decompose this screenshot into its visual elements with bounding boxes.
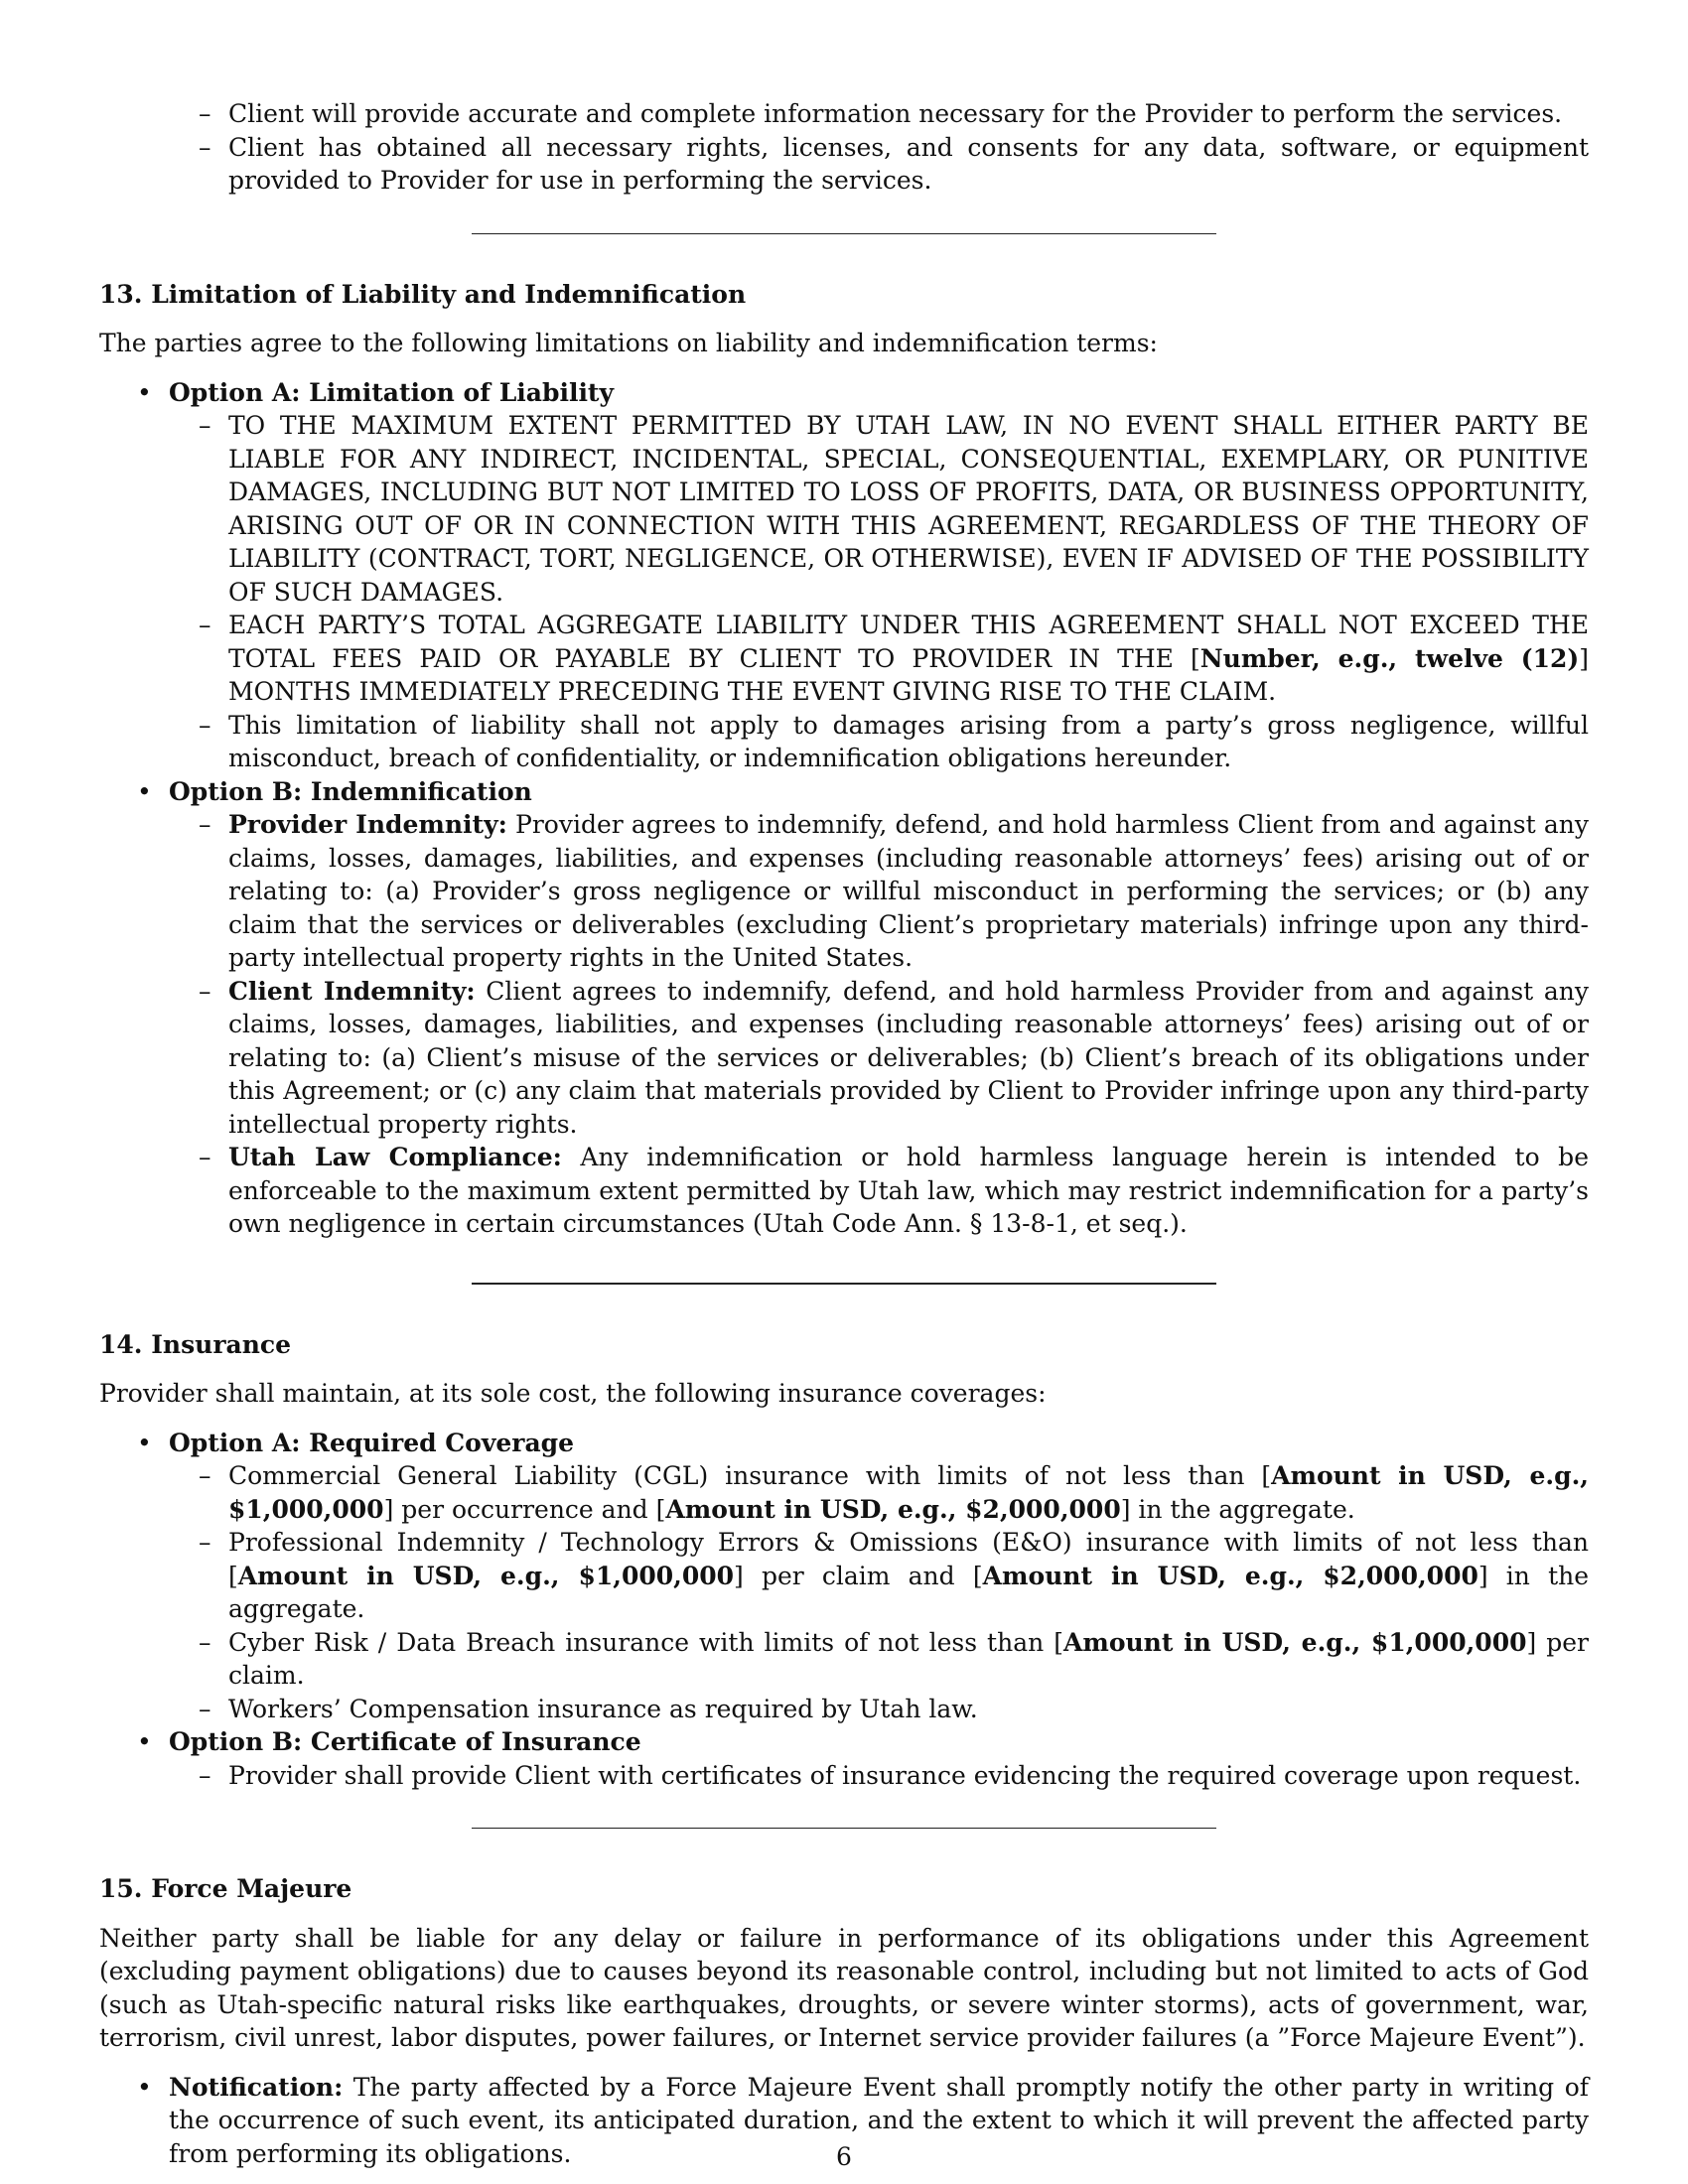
placeholder-number: Number, e.g., twelve (12) bbox=[1199, 643, 1580, 673]
text-run: Commercial General Liability (CGL) insurance with limits of not less than [ bbox=[228, 1461, 1272, 1490]
option-a-items bbox=[99, 1459, 1589, 1725]
list-item bbox=[99, 1626, 1589, 1693]
list-item: – TO THE MAXIMUM EXTENT PERMITTED BY UTAH LAW, IN NO EVENT SHALL EITHER PARTY BE LIABLE FOR ANY INDIRECT, INCIDENTAL, SPECIAL, CONSEQUENTIAL, EXEMPLARY, OR PUNITIVE DAMAGES, INCLUDING BUT NOT LIMITED TO LOSS OF PROFITS, DATA, OR BUSINESS OPPORTUNITY, ARISING OUT OF OR IN CONNECTION WITH THIS AGREEMENT, REGARDLESS OF THE THEORY OF LIABILITY (CONTRACT, TORT, NEGLIGENCE, OR OTHERWISE), EVEN IF ADVISED OF THE POSSIBILITY OF SUCH DAMAGES. bbox=[99, 409, 1589, 609]
placeholder-amount: Amount in USD, e.g., $1,000,000 bbox=[237, 1561, 735, 1590]
placeholder-amount: Amount in USD, e.g., $1,000,000 bbox=[228, 1461, 1589, 1524]
option-a-items bbox=[99, 409, 1589, 775]
text-run: ] MONTHS IMMEDIATELY PRECEDING THE EVENT GIVING RISE TO THE CLAIM. bbox=[228, 643, 1590, 706]
placeholder-amount: Amount in USD, e.g., $2,000,000 bbox=[665, 1494, 1121, 1524]
section-13-heading: 13. Limitation of Liability and Indemnification bbox=[99, 279, 747, 309]
text-run: ] in the aggregate. bbox=[1120, 1494, 1355, 1524]
text-run: ] per occurrence and [ bbox=[383, 1494, 666, 1524]
item-label: Utah Law Compliance: bbox=[228, 1143, 562, 1171]
section-15-intro: Neither party shall be liable for any delay or failure in performance of its obligations under this Agreement (excluding payment obligations) due to causes beyond its reasonable control, including but not limited to acts of God (such as Utah-specific natural risks like earthquakes, droughts, or severe winter storms), acts of government, war, terrorism, civil unrest, labor disputes, power failures, or Internet service provider failures (a ”Force Majeure Event”). bbox=[99, 1923, 1589, 2052]
section-14-intro: Provider shall maintain, at its sole cost, the following insurance coverages: bbox=[99, 1379, 1047, 1408]
text-run: EACH PARTY’S TOTAL AGGREGATE LIABILITY UNDER THIS AGREEMENT SHALL NOT EXCEED THE TOTAL FEES PAID OR PAYABLE BY CLIENT TO PROVIDER IN THE [ bbox=[228, 611, 1589, 673]
item-label: Notification: bbox=[169, 2072, 344, 2102]
text-run: The party affected by a Force Majeure Event shall promptly notify the other party in writing of the occurrence of such event, its anticipated duration, and the extent to which it will prevent the affected party from performing its obligations. bbox=[169, 2072, 1589, 2168]
section-13-options bbox=[99, 376, 1589, 1241]
option-b-certificate bbox=[99, 1725, 1589, 1792]
text-run: ] per claim and [ bbox=[734, 1561, 983, 1590]
option-b-items bbox=[99, 1759, 1589, 1793]
section-14-heading: 14. Insurance bbox=[99, 1329, 291, 1359]
list-item bbox=[99, 975, 1589, 1142]
list-item: – Client will provide accurate and complete information necessary for the Provider to perform the services. bbox=[99, 97, 1589, 131]
list-item bbox=[99, 1526, 1589, 1626]
section-15-heading: 15. Force Majeure bbox=[99, 1874, 352, 1903]
option-title: • Option A: Limitation of Liability bbox=[99, 376, 1589, 410]
item-label: Provider Indemnity: bbox=[228, 810, 507, 839]
text-run: Professional Indemnity / Technology Errors & Omissions (E&O) insurance with limits of not less than [ bbox=[228, 1528, 1589, 1590]
option-b-indemnification bbox=[99, 775, 1589, 1241]
list-item: – Client has obtained all necessary rights, licenses, and consents for any data, software, or equipment provided to Provider for use in performing the services. bbox=[99, 131, 1589, 198]
placeholder-amount: Amount in USD, e.g., $2,000,000 bbox=[982, 1561, 1478, 1590]
list-item: – This limitation of liability shall not apply to damages arising from a party’s gross negligence, willful misconduct, breach of confidentiality, or indemnification obligations hereunder. bbox=[99, 709, 1589, 775]
list-item: – Provider shall provide Client with certificates of insurance evidencing the required coverage upon request. bbox=[99, 1759, 1589, 1793]
item-label: Client Indemnity: bbox=[228, 976, 476, 1006]
option-title: • Option A: Required Coverage bbox=[99, 1427, 1589, 1460]
text-run: Any indemnification or hold harmless language herein is intended to be enforceable to the maximum extent permitted by Utah law, which may restrict indemnification for a party’s own negligence in certain circumstances (Utah Code Ann. § 13-8-1, et seq.). bbox=[228, 1143, 1589, 1238]
option-a-liability bbox=[99, 376, 1589, 775]
page-number: 6 bbox=[836, 2142, 852, 2171]
option-title: • Option B: Indemnification bbox=[99, 775, 1589, 809]
list-item: – Workers’ Compensation insurance as required by Utah law. bbox=[99, 1693, 1589, 1726]
section-13-intro: The parties agree to the following limitations on liability and indemnification terms: bbox=[99, 329, 1158, 357]
text-run: ] per claim. bbox=[228, 1627, 1589, 1690]
option-b-items bbox=[99, 808, 1589, 1241]
placeholder-amount: Amount in USD, e.g., $1,000,000 bbox=[1062, 1627, 1527, 1657]
list-item bbox=[99, 1141, 1589, 1241]
document-page bbox=[99, 97, 1589, 2170]
text-run: Provider agrees to indemnify, defend, and hold harmless Client from and against any claims, losses, damages, liabilities, and expenses (including reasonable attorneys’ fees) arising out of or relating to: (a) Provider’s gross negligence or willful misconduct in performing the services; or (b) any claim that the services or deliverables (excluding Client’s proprietary materials) infringe upon any third-party intellectual property rights in the United States. bbox=[228, 810, 1589, 972]
list-item bbox=[99, 808, 1589, 975]
text-run: Client agrees to indemnify, defend, and hold harmless Provider from and against any claims, losses, damages, liabilities, and expenses (including reasonable attorneys’ fees) arising out of or relating to: (a) Client’s misuse of the services or deliverables; (b) Client’s breach of its obligations under this Agreement; or (c) any claim that materials provided by Client to Provider infringe upon any third-party intellectual property rights. bbox=[228, 976, 1589, 1139]
list-item bbox=[99, 1459, 1589, 1526]
option-title: • Option B: Certificate of Insurance bbox=[99, 1725, 1589, 1759]
text-run: Cyber Risk / Data Breach insurance with limits of not less than [ bbox=[228, 1627, 1063, 1657]
option-a-coverage bbox=[99, 1427, 1589, 1726]
carryover-list bbox=[99, 97, 1589, 198]
section-14-options bbox=[99, 1427, 1589, 1793]
list-item bbox=[99, 609, 1589, 709]
text-run: ] in the aggregate. bbox=[228, 1561, 1590, 1623]
